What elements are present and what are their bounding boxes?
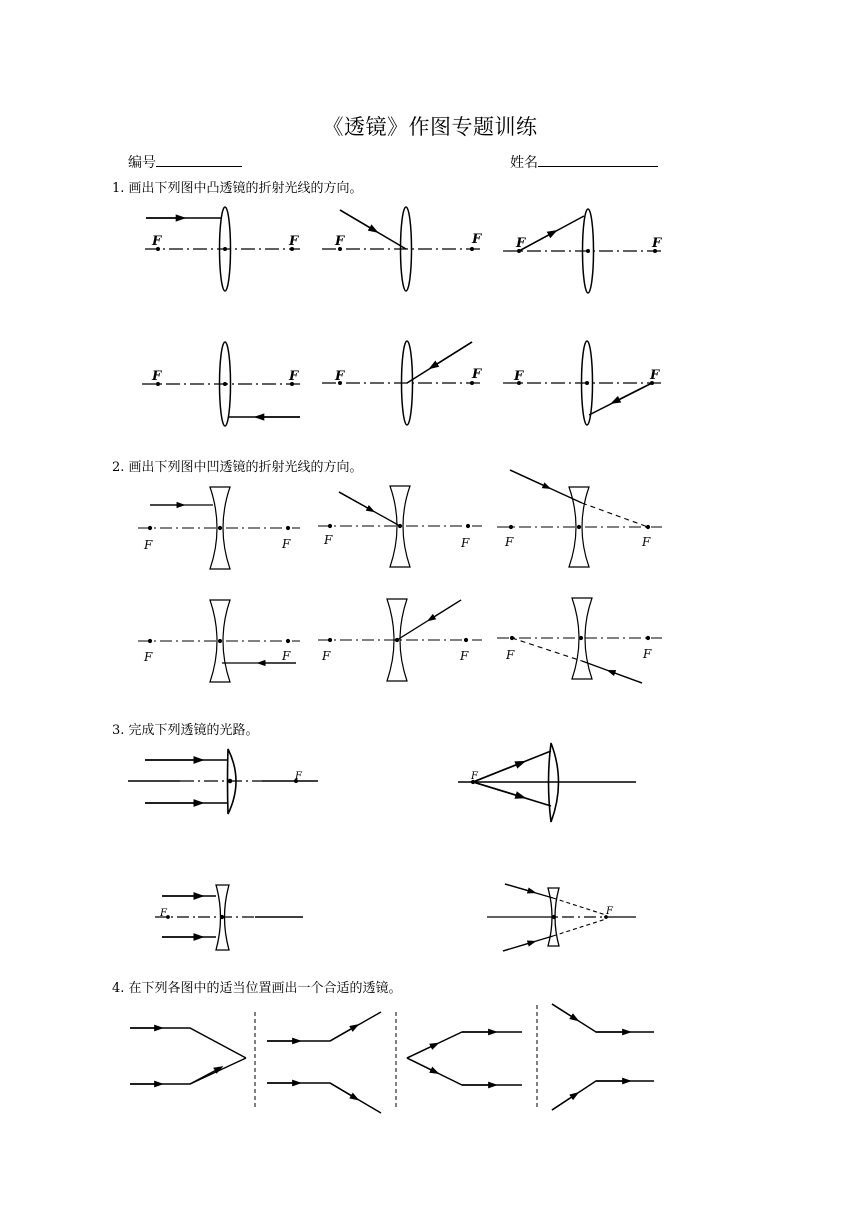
- number-label: 编号: [128, 155, 156, 171]
- question-4-text: 在下列各图中的适当位置画出一个合适的透镜。: [128, 981, 402, 996]
- focus-label: F: [606, 906, 613, 917]
- question-1-text: 画出下列图中凸透镜的折射光线的方向。: [128, 181, 363, 196]
- q2-diagram-3: [497, 470, 662, 567]
- focus-label: F: [152, 234, 162, 249]
- focus-label: F: [514, 369, 524, 384]
- q3-diagram-1: [128, 749, 318, 814]
- q4-diagram-1: [130, 1028, 246, 1084]
- focus-label: F: [650, 368, 660, 383]
- focus-label: F: [643, 647, 652, 661]
- focus-label: F: [144, 538, 153, 552]
- focus-label: F: [144, 650, 153, 664]
- focus-label: F: [289, 369, 299, 384]
- q1-diagram-2: [322, 207, 480, 291]
- name-label: 姓名: [510, 155, 538, 171]
- q2-diagram-4: [138, 600, 300, 682]
- focus-label: F: [471, 771, 478, 782]
- q1-diagram-1: [145, 207, 300, 291]
- focus-label: F: [335, 234, 345, 249]
- focus-label: F: [506, 648, 515, 662]
- question-2-number: 2.: [112, 460, 125, 475]
- question-4-number: 4.: [112, 981, 125, 996]
- focus-label: F: [472, 232, 482, 247]
- focus-label: F: [461, 536, 470, 550]
- focus-label: F: [335, 369, 345, 384]
- focus-label: F: [282, 537, 291, 551]
- focus-label: F: [322, 649, 331, 663]
- q4-diagram-2: [267, 1012, 381, 1113]
- q2-diagram-2: [318, 486, 482, 567]
- question-3-text: 完成下列透镜的光路。: [128, 723, 259, 738]
- focus-label: F: [505, 535, 514, 549]
- question-3-number: 3.: [112, 723, 125, 738]
- focus-label: F: [282, 649, 291, 663]
- focus-label: F: [289, 234, 299, 249]
- page-title: 《透镜》作图专题训练: [322, 115, 538, 139]
- focus-label: F: [642, 535, 651, 549]
- question-1-number: 1.: [112, 181, 125, 196]
- q2-diagram-6: [497, 598, 662, 683]
- focus-label: F: [652, 236, 662, 251]
- focus-labels-light: [143, 533, 652, 919]
- q2-diagram-5: [318, 599, 482, 681]
- q3-diagram-3: [155, 885, 303, 950]
- focus-labels: [151, 232, 662, 384]
- focus-label: F: [472, 367, 482, 382]
- q1-diagram-6: [503, 341, 662, 425]
- q2-diagram-1: [138, 487, 300, 569]
- question-2-text: 画出下列图中凹透镜的折射光线的方向。: [128, 460, 363, 475]
- focus-label: F: [160, 908, 167, 919]
- q1-diagram-4: [142, 342, 300, 426]
- q3-diagram-2: [458, 743, 636, 822]
- focus-label: F: [324, 533, 333, 547]
- q1-diagram-5: [322, 341, 480, 425]
- focus-label: F: [516, 236, 526, 251]
- q1-diagram-3: [503, 209, 662, 293]
- focus-label: F: [152, 369, 162, 384]
- focus-label: F: [460, 649, 469, 663]
- q4-diagram-3: [407, 1032, 522, 1085]
- focus-label: F: [295, 771, 302, 782]
- q3-diagram-4: [487, 884, 636, 951]
- q4-diagram-4: [552, 1004, 654, 1110]
